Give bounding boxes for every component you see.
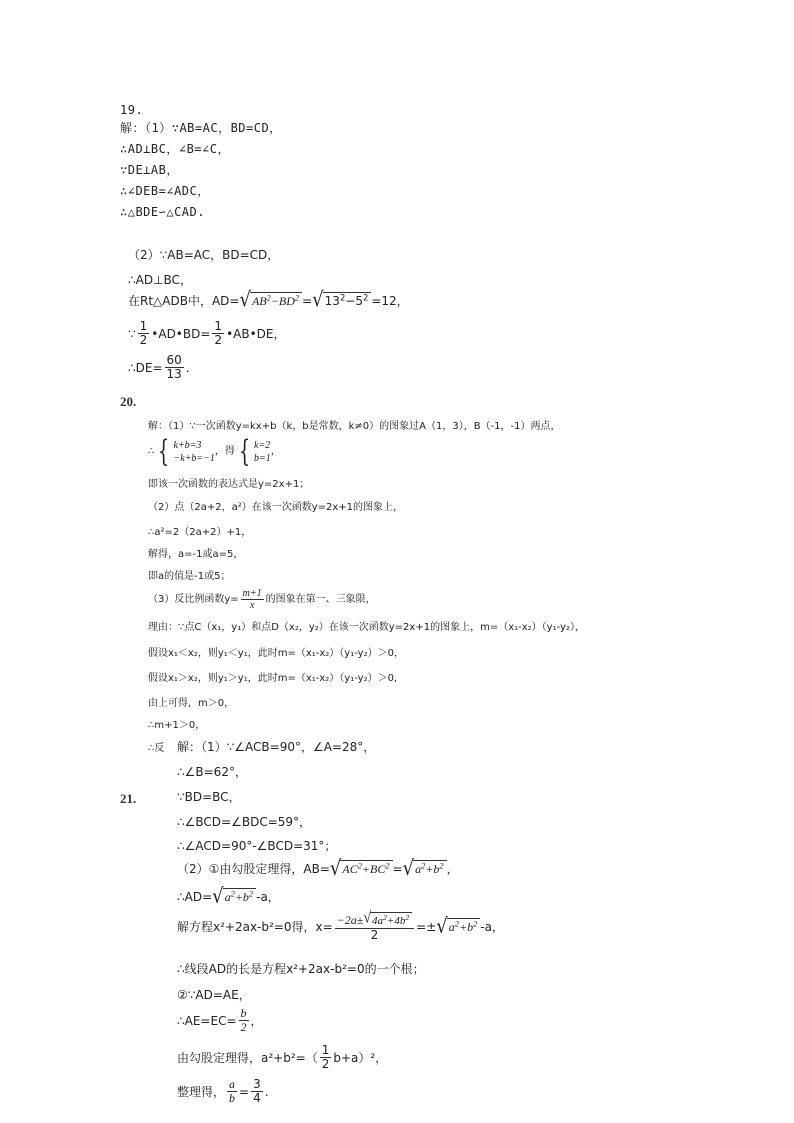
fraction-one-half: $\frac{1}{2}$ — [214, 319, 223, 348]
q21-line-10: ②∵AD=AE， — [177, 988, 251, 1002]
sqrt-13-5: √ $13^2-5^2$ — [312, 292, 371, 310]
q19-part2-line-3: 在Rt△ADB中，AD= √ $AB^2-BD^2$ = √ $13^2-5^2$ =12， — [128, 288, 409, 313]
fraction-m-plus-1-over-x: $\frac{m+1}{x}$ — [242, 588, 262, 611]
q20-line-1: 解：（1）∵一次函数y=kx+b（k，b是常数，k≠0）的图象过A（1，3），B（-1，-1）两点， — [148, 421, 561, 432]
q20-line-10: 假设x₁＜x₂，则y₁＜y₁，此时m=（x₁-x₂）（y₁-y₂）＞0， — [148, 648, 404, 659]
question-21-number: 21. — [120, 791, 137, 806]
sqrt-ac-bc: √ $AC^2+BC^2$ — [330, 860, 393, 878]
q19-part2-line-1: （2）∵AB=AC，BD=CD， — [128, 248, 280, 262]
q21-line-1: 解：（1）∵∠ACB=90°，∠A=28°， — [177, 740, 376, 754]
q19-part2-line-5: ∴DE= $\frac{60}{13}$ . — [128, 353, 190, 382]
q20-line-14: ∴反 — [148, 743, 165, 754]
q20-line-3: 即该一次函数的表达式是y=2x+1； — [148, 479, 310, 490]
fraction-one-half: $\frac{1}{2}$ — [139, 319, 148, 348]
q20-line-2-system: ∴ { k+b=3 −k+b=−1 ，得 { k=2 b=1 ， — [148, 434, 281, 469]
equation-system-1: { k+b=3 −k+b=−1 — [158, 434, 215, 469]
q21-line-7: ∴AD= √ $a^2+b^2$ -a， — [177, 884, 280, 909]
q20-line-8: （3）反比例函数y= $\frac{m+1}{x}$ 的图象在第一、三象限， — [148, 588, 376, 611]
question-20-number: 20. — [120, 394, 137, 409]
q19-line-1: 解：（1）∵AB=AC，BD=CD， — [120, 121, 282, 135]
q21-line-8: 解方程x²+2ax-b²=0得，x= −2a± √ $4a^2+4b^2$ 2 =± √ $a^2+b^2$ -a， — [177, 909, 504, 943]
q21-line-11: ∴AE=EC= $\frac{b}{2}$ ， — [177, 1006, 263, 1035]
q19-line-2: ∴AD⊥BC，∠B=∠C， — [120, 142, 230, 156]
q20-line-4: （2）点（2a+2，a²）在该一次函数y=2x+1的图象上， — [148, 502, 404, 513]
q19-line-5: ∴△BDE∽△CAD. — [120, 205, 205, 219]
q20-line-11: 假设x₁＞x₂，则y₁＞y₁，此时m=（x₁-x₂）（y₁-y₂）＞0， — [148, 673, 404, 684]
sqrt-ab-bd: √ $AB^2-BD^2$ — [239, 292, 302, 310]
fraction-a-over-b: $\frac{a}{b}$ — [229, 1077, 236, 1106]
fraction-b-over-2: $\frac{b}{2}$ — [240, 1006, 247, 1035]
q20-line-7: 即a的值是-1或5； — [148, 571, 231, 582]
sqrt-a2-b2: √ $a^2+b^2$ — [436, 918, 480, 936]
q20-line-9: 理由：∵点C（x₁，y₁）和点D（x₂，y₂）在该一次函数y=2x+1的图象上，m=（x₁-x₂）（y₁-y₂）， — [148, 622, 585, 633]
fraction-one-half: $\frac{1}{2}$ — [321, 1043, 330, 1072]
q21-line-3: ∵BD=BC， — [177, 790, 241, 804]
quadratic-root-fraction: −2a± √ $4a^2+4b^2$ 2 — [335, 912, 415, 942]
q20-line-6: 解得，a=-1或a=5， — [148, 549, 244, 560]
q21-line-6: （2）①由勾股定理得，AB= √ $AC^2+BC^2$ = √ $a^2+b^2$ ， — [177, 856, 459, 881]
q19-line-4: ∴∠DEB=∠ADC， — [120, 184, 210, 198]
q21-line-4: ∴∠BCD=∠BDC=59°， — [177, 815, 312, 829]
q19-part2-line-4: ∵ $\frac{1}{2}$ •AD•BD= $\frac{1}{2}$ •AB•DE， — [128, 319, 286, 348]
q20-line-12: 由上可得，m＞0， — [148, 698, 235, 709]
equation-system-2: { k=2 b=1 — [238, 434, 271, 469]
sqrt-a2-b2: √ $a^2+b^2$ — [403, 860, 447, 878]
q21-line-2: ∴∠B=62°， — [177, 765, 247, 779]
q21-line-5: ∴∠ACD=90°-∠BCD=31°； — [177, 839, 337, 853]
q21-line-9: ∴线段AD的长是方程x²+2ax-b²=0的一个根； — [177, 962, 425, 976]
q19-ad-text: 在Rt△ADB中，AD= — [128, 294, 240, 308]
fraction-60-13: $\frac{60}{13}$ — [166, 353, 182, 382]
q21-line-13: 整理得， $\frac{a}{b}$ = $\frac{3}{4}$ . — [177, 1077, 269, 1106]
q19-part2-line-2: ∴AD⊥BC， — [128, 273, 192, 287]
sqrt-a2-b2: √ $a^2+b^2$ — [212, 888, 256, 906]
q20-line-13: ∴m+1＞0， — [148, 720, 206, 731]
q19-line-3: ∵DE⊥AB， — [120, 163, 179, 177]
q21-line-12: 由勾股定理得，a²+b²=（ $\frac{1}{2}$ b+a）²， — [177, 1043, 388, 1072]
question-19-number: 19. — [120, 103, 144, 117]
q20-line-5: ∴a²=2（2a+2）+1， — [148, 527, 252, 538]
fraction-3-over-4: $\frac{3}{4}$ — [253, 1077, 261, 1106]
